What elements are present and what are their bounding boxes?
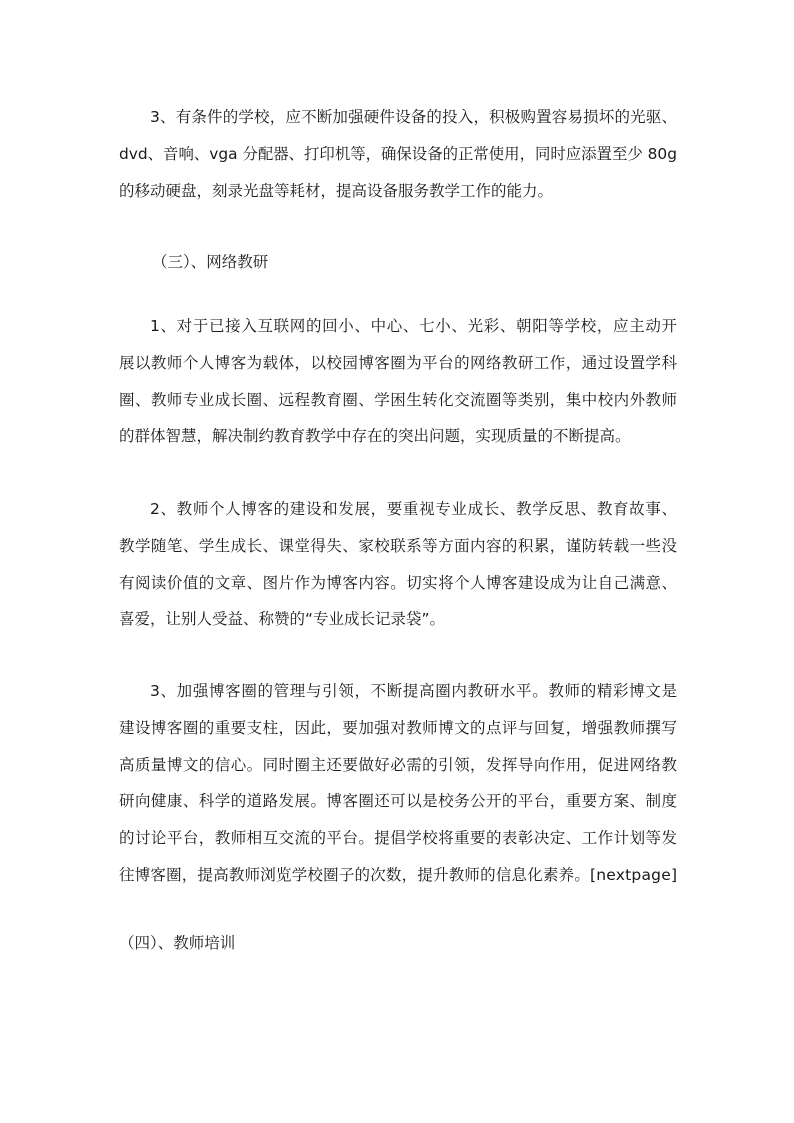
- paragraph-line: 展以教师个人博客为载体，以校园博客圈为平台的网络教研工作，通过设置学科: [119, 353, 678, 372]
- paragraph-blog-circle-management: [119, 673, 677, 894]
- paragraph-line: 1、对于已接入互联网的回小、中心、七小、光彩、朝阳等学校，应主动开: [150, 317, 678, 335]
- paragraph-line: 建设博客圈的重要支柱，因此，要加强对教师博文的点评与回复，增强教师撰写: [119, 718, 678, 737]
- paragraph-line: 研向健康、科学的道路发展。博客圈还可以是校务公开的平台，重要方案、制度: [119, 792, 678, 811]
- paragraph-line: 高质量博文的信心。同时圈主还要做好必需的引领，发挥导向作用，促进网络教: [119, 755, 678, 774]
- paragraph-line: 2、教师个人博客的建设和发展，要重视专业成长、教学反思、教育故事、: [150, 500, 678, 518]
- paragraph-personal-blog: [119, 491, 677, 638]
- paragraph-line: 3、加强博客圈的管理与引领，不断提高圈内教研水平。教师的精彩博文是: [150, 682, 678, 700]
- paragraph-line: 的群体智慧，解决制约教育教学中存在的突出问题，实现质量的不断提高。: [119, 427, 631, 446]
- paragraph-line: 往博客圈，提高教师浏览学校圈子的次数，提升教师的信息化素养。[nextpage]: [119, 865, 678, 884]
- paragraph-line: 圈、教师专业成长圈、远程教育圈、学困生转化交流圈等类别，集中校内外教师: [119, 390, 678, 409]
- paragraph-blog-research: [119, 308, 677, 455]
- paragraph-line: dvd、音响、vga 分配器、打印机等，确保设备的正常使用，同时应添置至少 80g: [119, 144, 677, 163]
- section-heading-teacher-training: （四）、教师培训: [119, 934, 236, 952]
- paragraph-line: 的讨论平台，教师相互交流的平台。提倡学校将重要的表彰决定、工作计划等发: [119, 829, 678, 848]
- section-heading-network-research: （三）、网络教研: [152, 253, 269, 271]
- paragraph-line: 有阅读价值的文章、图片作为博客内容。切实将个人博客建设成为让自己满意、: [119, 573, 678, 592]
- paragraph-line: 教学随笔、学生成长、课堂得失、家校联系等方面内容的积累，谨防转载一些没: [119, 536, 678, 555]
- paragraph-line: 3、有条件的学校，应不断加强硬件设备的投入，积极购置容易损坏的光驱、: [150, 108, 678, 126]
- paragraph-line: 的移动硬盘，刻录光盘等耗材，提高设备服务教学工作的能力。: [119, 181, 554, 200]
- paragraph-hardware-investment: [119, 99, 677, 209]
- paragraph-line: 喜爱，让别人受益、称赞的“专业成长记录袋”。: [119, 610, 446, 629]
